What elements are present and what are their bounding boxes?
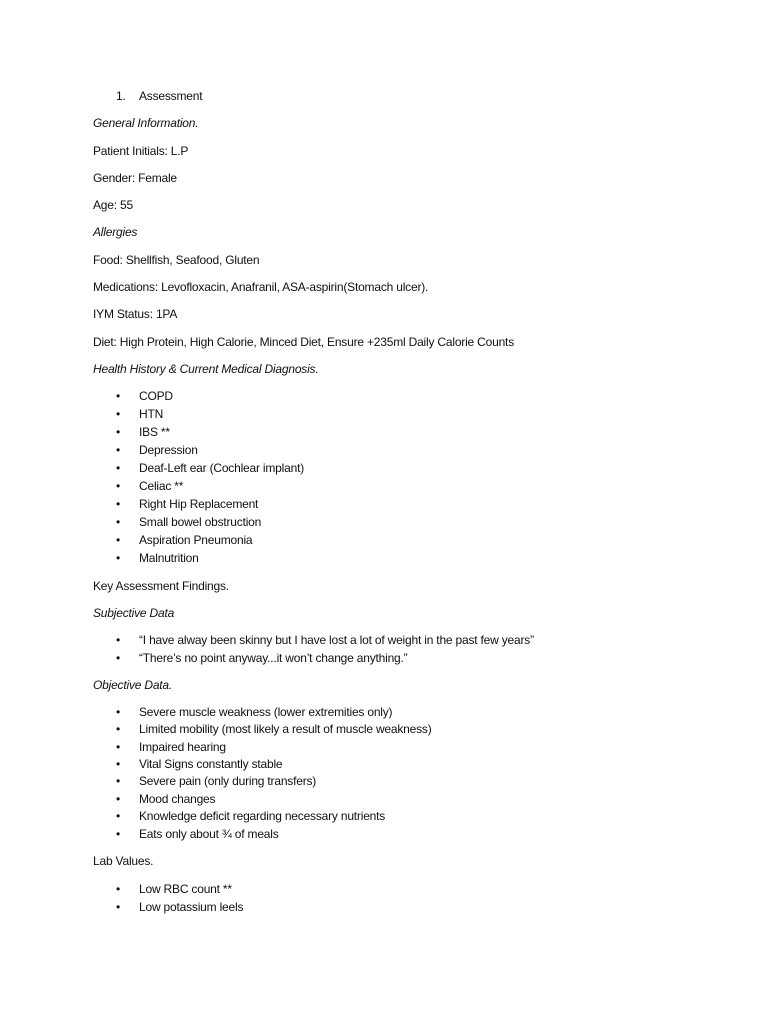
- list-item: • Vital Signs constantly stable: [93, 756, 733, 773]
- medication-allergies: Medications: Levofloxacin, Anafranil, ASA-aspirin(Stomach ulcer).: [93, 280, 429, 295]
- objective-data-list: [93, 704, 733, 843]
- patient-initials: Patient Initials: L.P: [93, 143, 189, 158]
- document-body: [93, 87, 733, 925]
- objective-data-heading: Objective Data.: [93, 678, 173, 693]
- list-item: • Limited mobility (most likely a result of muscle weakness): [93, 721, 733, 738]
- subjective-data-list: [93, 631, 733, 667]
- key-findings-heading: Key Assessment Findings.: [93, 578, 229, 593]
- list-item: • IBS **: [93, 423, 733, 441]
- list-item: • Impaired hearing: [93, 739, 733, 756]
- list-item: • Aspiration Pneumonia: [93, 531, 733, 549]
- gender: Gender: Female: [93, 170, 177, 185]
- allergies-heading: Allergies: [93, 225, 138, 240]
- health-history-list: [93, 387, 733, 567]
- section-title: Assessment: [139, 89, 203, 103]
- list-item: • “I have alway been skinny but I have lost a lot of weight in the past few years”: [93, 631, 733, 649]
- list-item: • Severe muscle weakness (lower extremities only): [93, 704, 733, 721]
- food-allergies: Food: Shellfish, Seafood, Gluten: [93, 252, 260, 267]
- list-item: • Deaf-Left ear (Cochlear implant): [93, 459, 733, 477]
- age: Age: 55: [93, 198, 133, 213]
- list-item: • Malnutrition: [93, 549, 733, 567]
- list-item: • Severe pain (only during transfers): [93, 773, 733, 790]
- section-heading: [93, 87, 733, 105]
- list-item: • Right Hip Replacement: [93, 495, 733, 513]
- list-item: • Knowledge deficit regarding necessary nutrients: [93, 808, 733, 825]
- lab-values-heading: Lab Values.: [93, 854, 154, 869]
- list-item: • “There’s no point anyway...it won’t change anything.”: [93, 649, 733, 667]
- list-item: • COPD: [93, 387, 733, 405]
- list-item: • Small bowel obstruction: [93, 513, 733, 531]
- list-item: • Eats only about ¾ of meals: [93, 826, 733, 843]
- section-number: 1.: [116, 89, 126, 103]
- general-information-heading: General Information.: [93, 116, 199, 131]
- list-item: • Depression: [93, 441, 733, 459]
- subjective-data-heading: Subjective Data: [93, 605, 175, 620]
- list-item: • Low RBC count **: [93, 880, 733, 898]
- diet: Diet: High Protein, High Calorie, Minced Diet, Ensure +235ml Daily Calorie Counts: [93, 334, 514, 349]
- list-item: • Celiac **: [93, 477, 733, 495]
- iym-status: IYM Status: 1PA: [93, 307, 178, 322]
- lab-values-list: [93, 880, 733, 916]
- list-item: • HTN: [93, 405, 733, 423]
- list-item: • Mood changes: [93, 791, 733, 808]
- health-history-heading: Health History & Current Medical Diagnosis.: [93, 361, 319, 376]
- list-item: • Low potassium leels: [93, 898, 733, 916]
